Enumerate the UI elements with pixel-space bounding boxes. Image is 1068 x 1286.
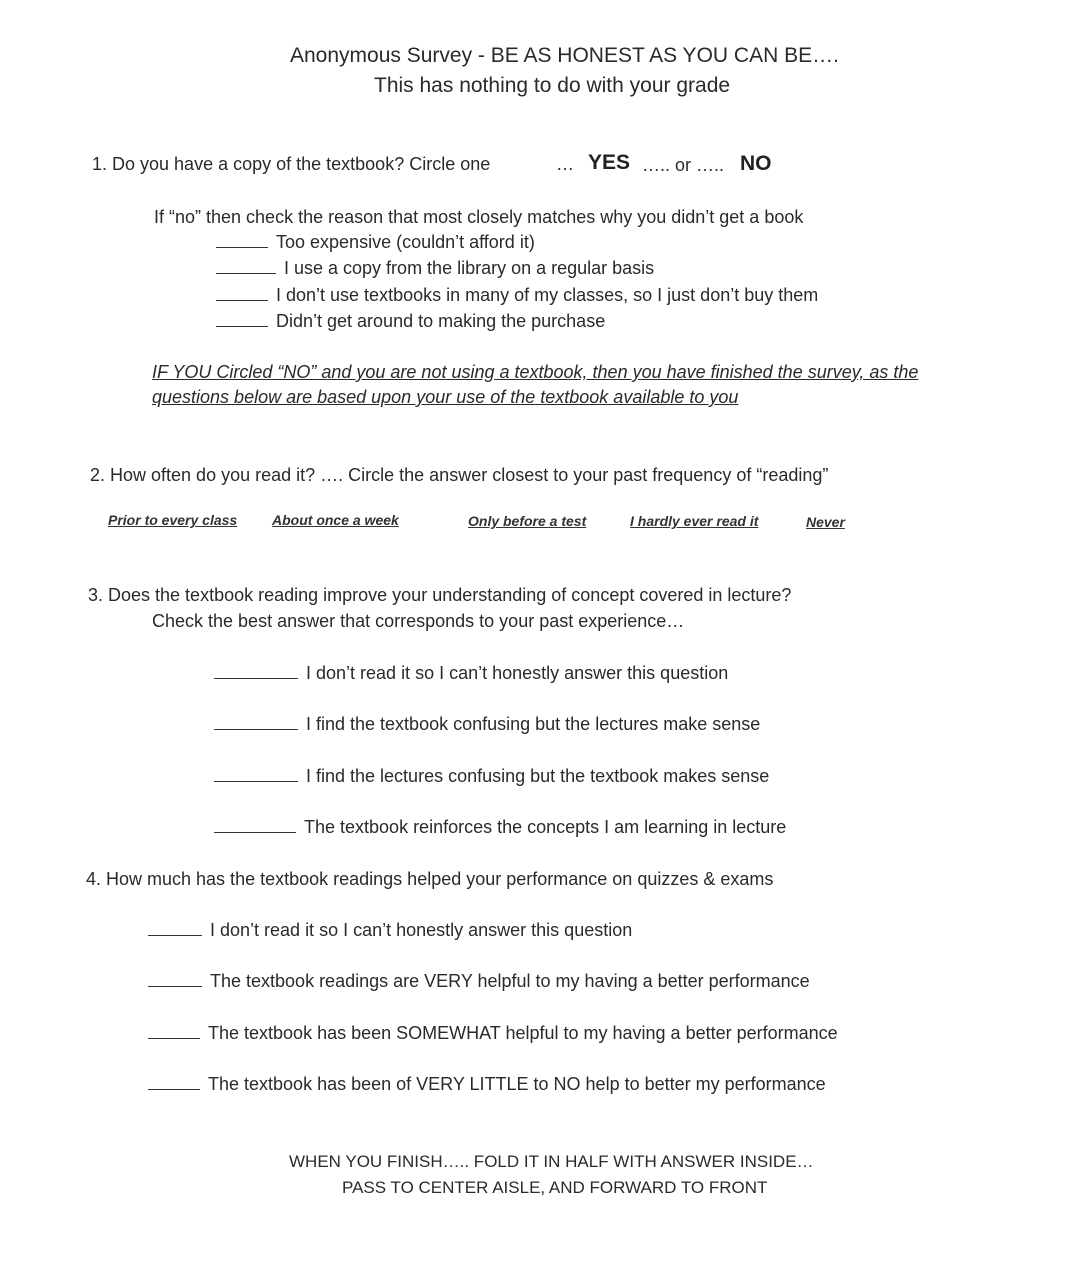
q4-option-blank[interactable]	[148, 934, 202, 936]
q1-reason-blank[interactable]	[216, 272, 276, 274]
q4-option-item	[148, 1074, 826, 1095]
question-1-text: 1. Do you have a copy of the textbook? Circle one	[92, 154, 491, 174]
q3-option-item	[214, 663, 728, 684]
q3-option-blank[interactable]	[214, 831, 296, 833]
question-3-text: 3. Does the textbook reading improve your understanding of concept covered in lecture?	[88, 585, 792, 605]
q1-dots: …	[556, 154, 574, 174]
q1-reason-label: I use a copy from the library on a regular basis	[284, 258, 655, 278]
q1-reason-item	[216, 258, 654, 279]
survey-title: Anonymous Survey - BE AS HONEST AS YOU CAN BE….	[290, 44, 839, 67]
q4-option-label: The textbook has been SOMEWHAT helpful to my having a better performance	[208, 1023, 838, 1043]
q1-reason-label: Didn’t get around to making the purchase	[276, 311, 606, 331]
q3-option-blank[interactable]	[214, 677, 298, 679]
q4-option-label: The textbook readings are VERY helpful to my having a better performance	[210, 971, 810, 991]
q3-option-label: I find the lectures confusing but the textbook makes sense	[306, 766, 770, 786]
survey-subtitle: This has nothing to do with your grade	[374, 74, 731, 97]
q4-option-item	[148, 971, 810, 992]
q2-option-once-a-week[interactable]: About once a week	[272, 512, 399, 528]
q3-option-label: I find the textbook confusing but the lectures make sense	[306, 714, 761, 734]
q4-option-item	[148, 1023, 838, 1044]
q3-option-label: I don’t read it so I can’t honestly answer this question	[306, 663, 729, 683]
q1-followup-text: If “no” then check the reason that most closely matches why you didn’t get a book	[154, 207, 804, 227]
q1-reason-label: Too expensive (couldn’t afford it)	[276, 232, 535, 252]
q3-option-label: The textbook reinforces the concepts I am learning in lecture	[304, 817, 787, 837]
q1-note-line1: IF YOU Circled “NO” and you are not using a textbook, then you have finished the survey, as the	[152, 362, 919, 382]
q1-reason-item	[216, 285, 818, 306]
question-2-text: 2. How often do you read it? …. Circle the answer closest to your past frequency of “reading”	[90, 465, 829, 485]
footer-instruction-line1: WHEN YOU FINISH….. FOLD IT IN HALF WITH ANSWER INSIDE…	[289, 1152, 814, 1171]
q4-option-label: I don’t read it so I can’t honestly answer this question	[210, 920, 633, 940]
q2-option-hardly-ever[interactable]: I hardly ever read it	[630, 513, 759, 529]
q2-option-before-test[interactable]: Only before a test	[468, 513, 587, 529]
q3-option-item	[214, 766, 769, 787]
q1-no-option[interactable]: NO	[740, 152, 772, 175]
footer-instruction-line2: PASS TO CENTER AISLE, AND FORWARD TO FRONT	[342, 1178, 768, 1197]
q1-note-line2: questions below are based upon your use of the textbook available to you	[152, 387, 739, 407]
question-4-text: 4. How much has the textbook readings helped your performance on quizzes & exams	[86, 869, 774, 889]
q4-option-label: The textbook has been of VERY LITTLE to NO help to better my performance	[208, 1074, 826, 1094]
q1-reason-blank[interactable]	[216, 246, 268, 248]
q2-option-never[interactable]: Never	[806, 514, 845, 530]
q3-option-blank[interactable]	[214, 728, 298, 730]
q1-reason-blank[interactable]	[216, 299, 268, 301]
q4-option-blank[interactable]	[148, 1037, 200, 1039]
q1-or-separator: ….. or …..	[642, 155, 725, 175]
q1-reason-item	[216, 232, 535, 253]
q4-option-item	[148, 920, 632, 941]
q2-option-prior-every-class[interactable]: Prior to every class	[108, 512, 238, 528]
q1-reason-label: I don’t use textbooks in many of my classes, so I just don’t buy them	[276, 285, 819, 305]
q1-yes-option[interactable]: YES	[588, 151, 631, 174]
q4-option-blank[interactable]	[148, 985, 202, 987]
q1-reason-blank[interactable]	[216, 325, 268, 327]
q3-option-item	[214, 817, 786, 838]
question-3-instruction: Check the best answer that corresponds to your past experience…	[152, 611, 685, 631]
q4-option-blank[interactable]	[148, 1088, 200, 1090]
q1-reason-item	[216, 311, 605, 332]
q3-option-item	[214, 714, 760, 735]
q3-option-blank[interactable]	[214, 780, 298, 782]
